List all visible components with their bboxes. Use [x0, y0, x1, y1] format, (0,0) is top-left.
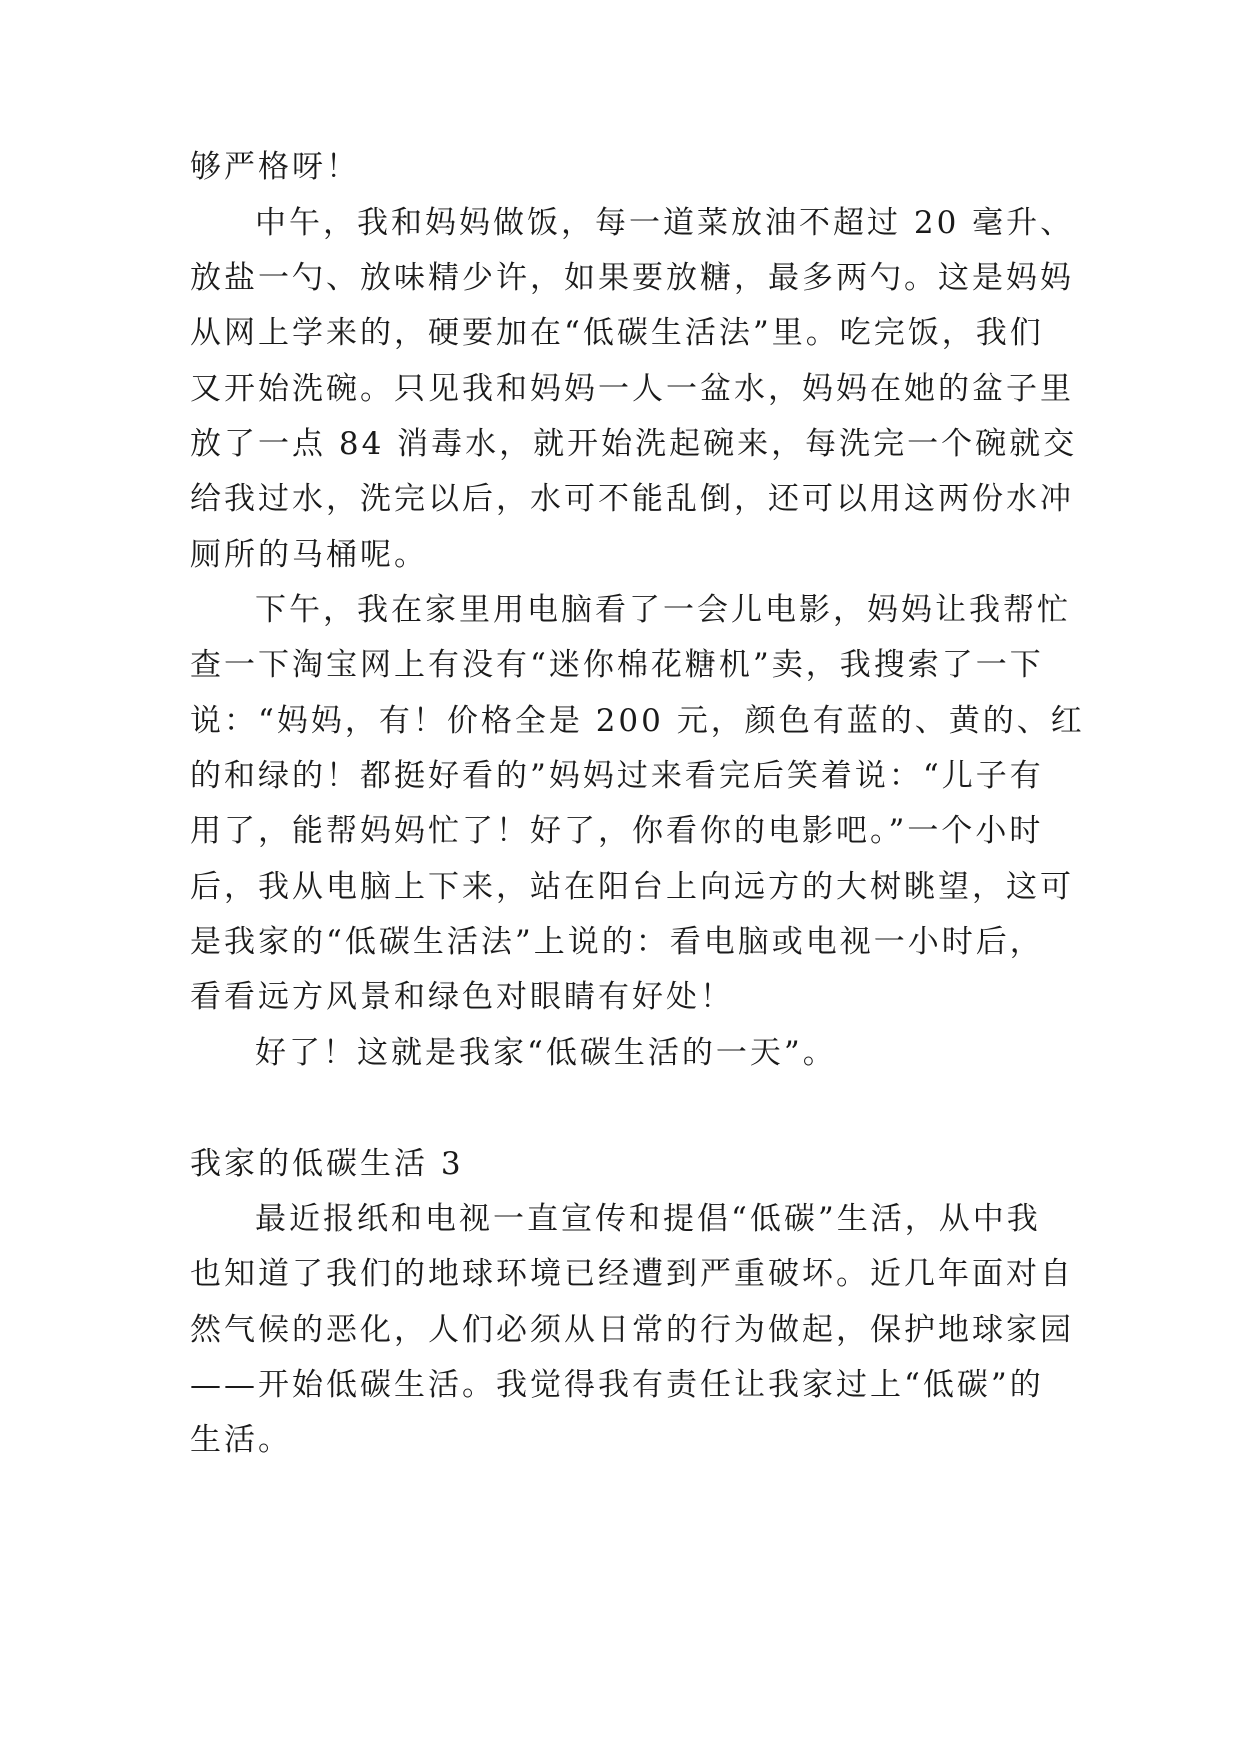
text-line: 放盐一勺、放味精少许，如果要放糖，最多两勺。这是妈妈 [190, 260, 1074, 296]
text-line: 也知道了我们的地球环境已经遭到严重破坏。近几年面对自 [190, 1256, 1074, 1292]
text-line: 放了一点 84 消毒水，就开始洗起碗来，每洗完一个碗就交 [190, 426, 1078, 462]
text-line: 厕所的马桶呢。 [190, 537, 428, 573]
text-line: 从网上学来的，硬要加在“低碳生活法”里。吃完饭，我们 [190, 315, 1044, 351]
section-title: 我家的低碳生活 3 [190, 1146, 464, 1182]
text-line: 说：“妈妈，有！价格全是 200 元，颜色有蓝的、黄的、红 [190, 703, 1085, 739]
text-line: 是我家的“低碳生活法”上说的：看电脑或电视一小时后， [190, 924, 1044, 960]
paragraph-line: 最近报纸和电视一直宣传和提倡“低碳”生活，从中我 [255, 1201, 1041, 1237]
paragraph-line: 下午，我在家里用电脑看了一会儿电影，妈妈让我帮忙 [255, 592, 1071, 628]
paragraph-line: 好了！这就是我家“低碳生活的一天”。 [255, 1035, 837, 1071]
text-line: 用了，能帮妈妈忙了！好了，你看你的电影吧。”一个小时 [190, 813, 1044, 849]
text-line: 给我过水，洗完以后，水可不能乱倒，还可以用这两份水冲 [190, 481, 1074, 517]
text-line: 生活。 [190, 1422, 292, 1458]
text-line: 够严格呀！ [190, 149, 360, 185]
text-line: 又开始洗碗。只见我和妈妈一人一盆水，妈妈在她的盆子里 [190, 371, 1074, 407]
text-line: 看看远方风景和绿色对眼睛有好处！ [190, 979, 734, 1015]
text-line: 后，我从电脑上下来，站在阳台上向远方的大树眺望，这可 [190, 869, 1074, 905]
paragraph-line: 中午，我和妈妈做饭，每一道菜放油不超过 20 毫升、 [255, 205, 1075, 241]
text-line: 查一下淘宝网上有没有“迷你棉花糖机”卖，我搜索了一下 [190, 647, 1044, 683]
text-line: 然气候的恶化，人们必须从日常的行为做起，保护地球家园 [190, 1312, 1074, 1348]
text-line: 的和绿的！都挺好看的”妈妈过来看完后笑着说：“儿子有 [190, 758, 1044, 794]
text-line: ——开始低碳生活。我觉得我有责任让我家过上“低碳”的 [190, 1367, 1044, 1403]
